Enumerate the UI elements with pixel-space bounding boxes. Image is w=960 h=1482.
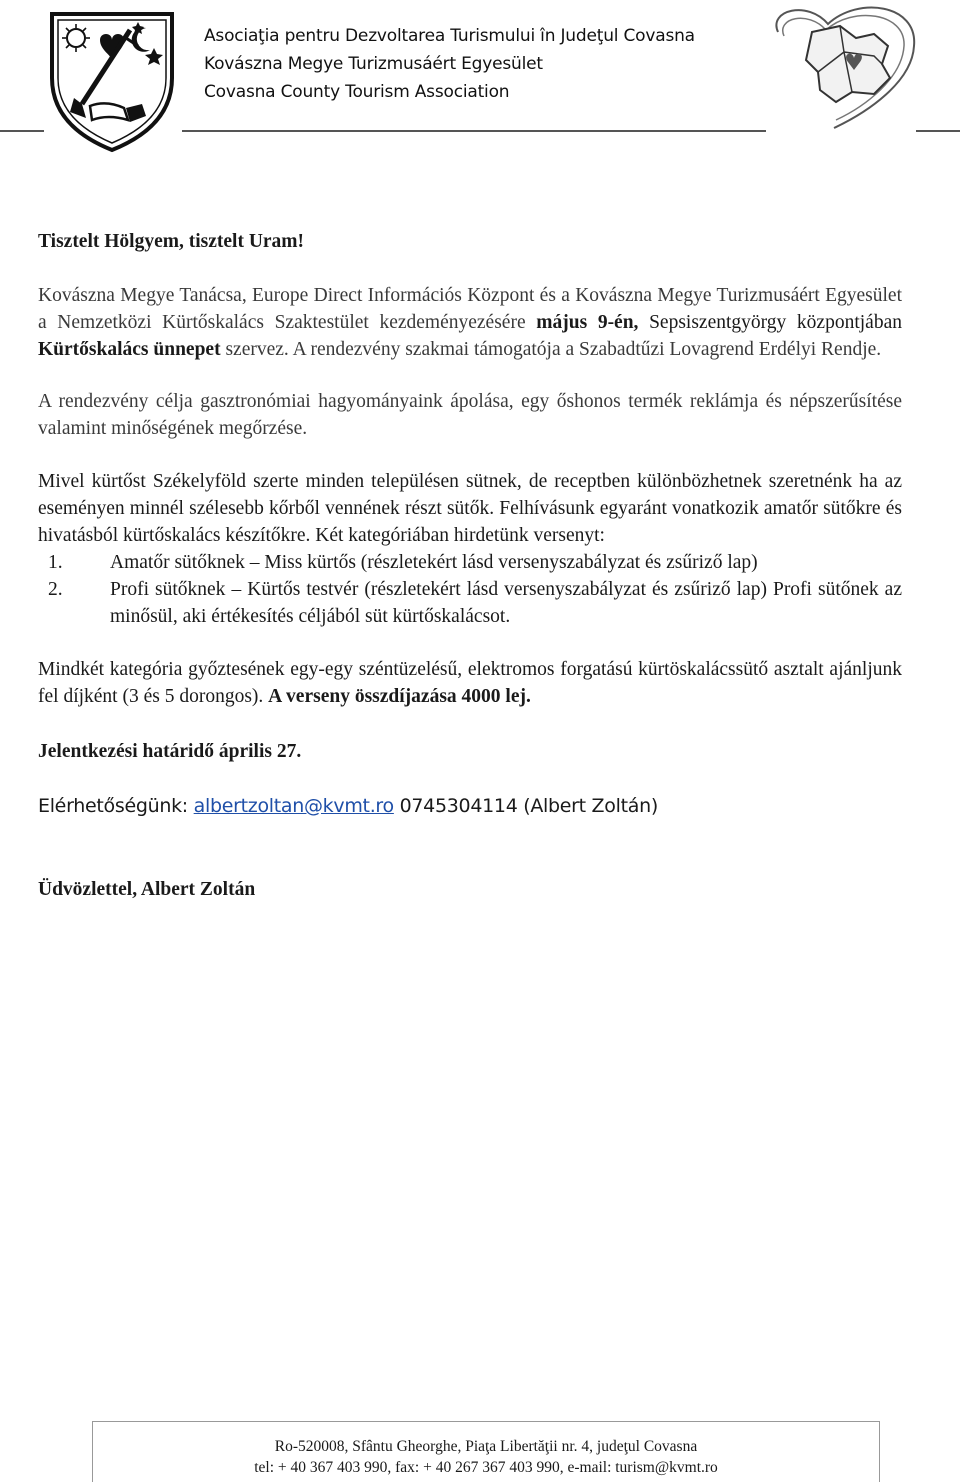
letter-body [38,228,902,903]
footer-address: Ro-520008, Sfântu Gheorghe, Piaţa Libertăţii nr. 4, judeţul Covasna [274,1438,698,1455]
intro-paragraph [38,282,902,363]
contact-phone: 0745304114 (Albert Zoltán) [393,795,658,817]
list-item-text: Amatőr sütőknek – Miss kürtős (részletekért lásd versenyszabályzat és zsűriző lap) [110,552,758,573]
intro-text-c: Sepsiszentgyörgy központjában [638,312,902,333]
purpose-paragraph: A rendezvény célja gasztronómiai hagyományaink ápolása, egy őshonos termék reklámja és népszerűsítése valamint minőségének megőrzése. [38,391,902,439]
deadline [38,738,902,765]
organization-name-block [204,22,695,106]
list-item-number: 2. [48,579,63,600]
list-item-text: Profi sütőknek – Kürtős testvér (részletekért lásd versenyszabályzat és zsűriző lap) Profi sütőnek az minősül, aki értékesítés céljából süt kürtőskalácsot. [110,579,902,627]
header-divider-left [0,130,44,132]
intro-text-a: Kovászna Megye Tanácsa, Europe Direct Információs Központ és a Kovászna Megye Turizmusáért Egyesület a Nemzetközi Kürtőskalács Szaktestület kezdeményezésére [38,285,902,333]
contact-line [38,793,902,820]
list-item [38,576,902,630]
list-item-number: 1. [48,552,63,573]
signoff-text: Üdvözlettel, Albert Zoltán [38,879,256,900]
event-date: május 9-én, [536,312,639,333]
prize-text: Mindkét kategória győztesének egy-egy széntüzelésű, elektromos forgatású kürtöskalácssütő asztalt ajánljunk fel díjként (3 és 5 dorongos). [38,659,902,707]
total-prize: A verseny összdíjazása 4000 lej. [268,686,531,707]
header-divider-right [916,130,960,132]
org-name-romanian: Asociaţia pentru Dezvoltarea Turismului în Judeţul Covasna [204,26,695,46]
org-name-hungarian: Kovászna Megye Turizmusáért Egyesület [204,54,543,74]
email-link[interactable]: albertzoltan@kvmt.ro [193,795,394,817]
org-name-english: Covasna County Tourism Association [204,82,510,102]
category-list [38,549,902,630]
list-item [38,549,902,576]
footer-contact: tel: + 40 367 403 990, fax: + 40 267 367 403 990, e-mail: turism@kvmt.ro [254,1459,718,1476]
heart-county-map-logo-icon [748,2,960,132]
county-coat-of-arms-icon [46,8,178,154]
header-divider-middle [182,130,766,132]
competition-paragraph: Mivel kürtőst Székelyföld szerte minden településen sütnek, de receptben különbözhetnek szeretnénk ha az eseményen minnél szélesebb kőrből vennének részt sütők. Felhívásunk egyaránt vonatkozik amatőr sütőkre és hivatásból kürtőskalács készítőkre. Két kategóriában hirdetünk versenyt: [38,471,902,546]
footer-address-box [92,1421,880,1482]
contact-label: Elérhetőségünk: [38,795,194,817]
signoff [38,876,902,903]
deadline-text: Jelentkezési határidő április 27. [38,741,302,762]
prize-paragraph [38,656,902,710]
event-name: Kürtőskalács ünnepet [38,339,221,360]
salutation: Tisztelt Hölgyem, tisztelt Uram! [38,231,305,252]
letterhead [0,0,960,160]
intro-text-e: szervez. A rendezvény szakmai támogatója a Szabadtűzi Lovagrend Erdélyi Rendje. [220,339,882,360]
